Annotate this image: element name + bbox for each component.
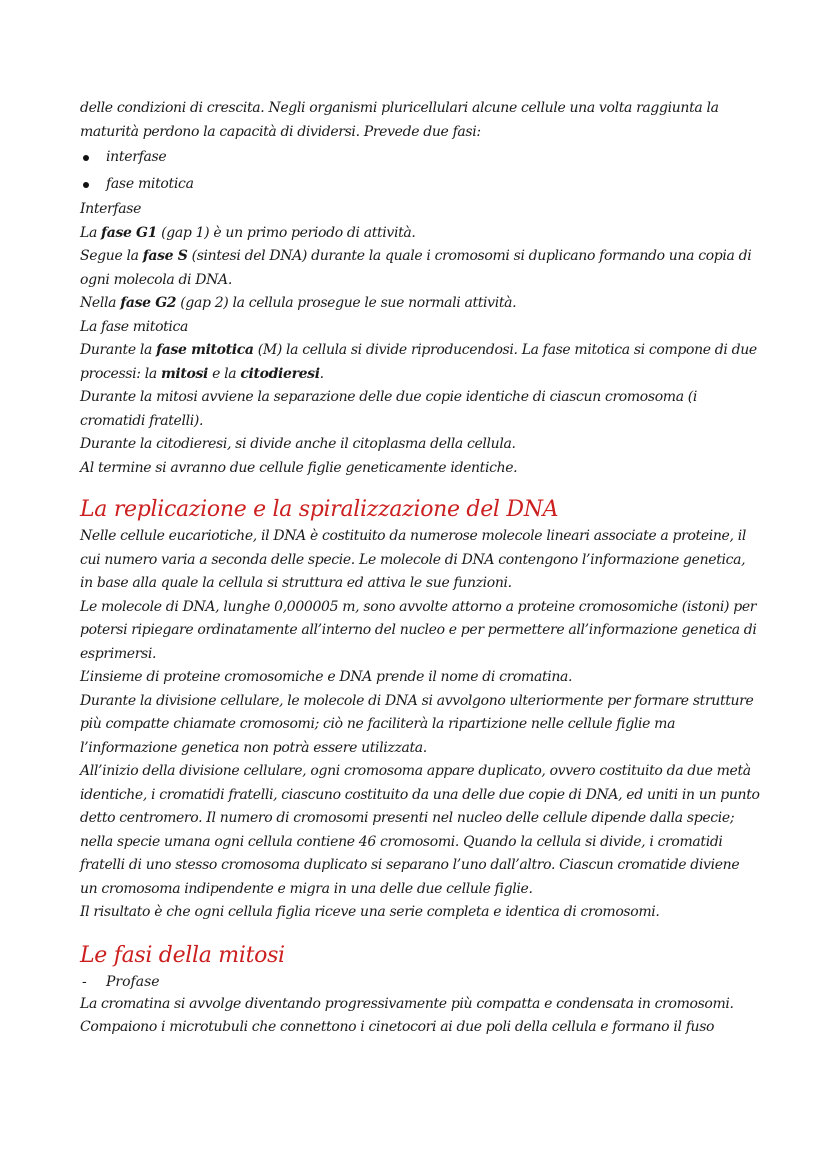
profase-item: - Profase [80, 971, 760, 993]
phases-list [80, 144, 760, 198]
list-item: interfase [80, 144, 760, 171]
list-item: fase mitotica [80, 171, 760, 198]
result-paragraph: Al termine si avranno due cellule figlie geneticamente identiche. [80, 459, 518, 476]
g2-term: fase G2 [120, 295, 177, 311]
citodieresi-term: citodieresi [240, 365, 320, 382]
bullet-icon [83, 182, 89, 188]
fase-mitotica-paragraph: Durante la fase mitotica (M) la cellula si divide riproducendosi. La fase mitotica si compone di due processi: la mitosi e la citodieresi. [80, 342, 757, 382]
g2-paragraph: Nella fase G2 (gap 2) la cellula prosegue le sue normali attività. [80, 295, 517, 311]
fase-mitotica-term: fase mitotica [156, 342, 254, 358]
g1-paragraph: La fase G1 (gap 1) è un primo periodo di attività. [80, 224, 416, 241]
paragraph: Le molecole di DNA, lunghe 0,000005 m, sono avvolte attorno a proteine cromosomiche (istoni) per potersi ripiegare ordinatamente all’interno del nucleo e per permettere all’informazione genetica di esprimersi. [80, 598, 757, 662]
paragraph: Durante la divisione cellulare, le molecole di DNA si avvolgono ulteriormente per formare strutture più compatte chiamate cromosomi; ciò ne faciliterà la ripartizione nelle cellule figlie ma l’informazione genetica non potrà essere utilizzata. [80, 692, 754, 756]
fase-mitotica-title: La fase mitotica [80, 318, 189, 335]
citodieresi-paragraph: Durante la citodieresi, si divide anche il citoplasma della cellula. [80, 436, 516, 452]
intro-paragraph: delle condizioni di crescita. Negli organismi pluricellulari alcune cellule una volta raggiunta la maturità perdono la capacità di dividersi. Prevede due fasi: [80, 100, 719, 140]
interfase-title: Interfase [80, 201, 141, 217]
mitosi-term: mitosi [160, 365, 208, 382]
paragraph: Il risultato è che ogni cellula figlia riceve una serie completa e identica di cromosomi. [80, 904, 660, 920]
dash-marker: - [82, 973, 87, 990]
section-heading-mitosi: Le fasi della mitosi [80, 942, 285, 968]
paragraph: Nelle cellule eucariotiche, il DNA è costituito da numerose molecole lineari associate a proteine, il cui numero varia a seconda delle specie. Le molecole di DNA contengono l’informazione genetica, in base alla quale la cellula si struttura ed attiva le sue funzioni. [80, 528, 746, 591]
g1-term: fase G1 [101, 224, 158, 241]
s-paragraph: Segue la fase S (sintesi del DNA) durante la quale i cromosomi si duplicano formando una copia di ogni molecola di DNA. [80, 248, 752, 288]
page-content [80, 97, 760, 1040]
paragraph: L’insieme di proteine cromosomiche e DNA prende il nome di cromatina. [80, 669, 573, 685]
bullet-icon [83, 155, 89, 161]
mitosi-paragraph: Durante la mitosi avviene la separazione delle due copie identiche di ciascun cromosoma (i cromatidi fratelli). [80, 389, 698, 429]
section-heading-replicazione: La replicazione e la spiralizzazione del DNA [80, 497, 559, 522]
profase-paragraph: La cromatina si avvolge diventando progressivamente più compatta e condensata in cromosomi. Compaiono i microtubuli che connettono i cinetocori ai due poli della cellula e formano il fuso [80, 995, 734, 1035]
s-term: fase S [142, 248, 188, 264]
paragraph: All’inizio della divisione cellulare, ogni cromosoma appare duplicato, ovvero costituito da due metà identiche, i cromatidi fratelli, ciascuno costituito da una delle due copie di DNA, ed uniti in un punto detto centromero. Il numero di cromosomi presenti nel nucleo delle cellule dipende dalla specie; nella specie umana ogni cellula contiene 46 cromosomi. Quando la cellula si divide, i cromatidi fratelli di uno stesso cromosoma duplicato si separano l’uno dall’altro. Ciascun cromatide diviene un cromosoma indipendente e migra in una delle due cellule figlie. [80, 763, 760, 897]
